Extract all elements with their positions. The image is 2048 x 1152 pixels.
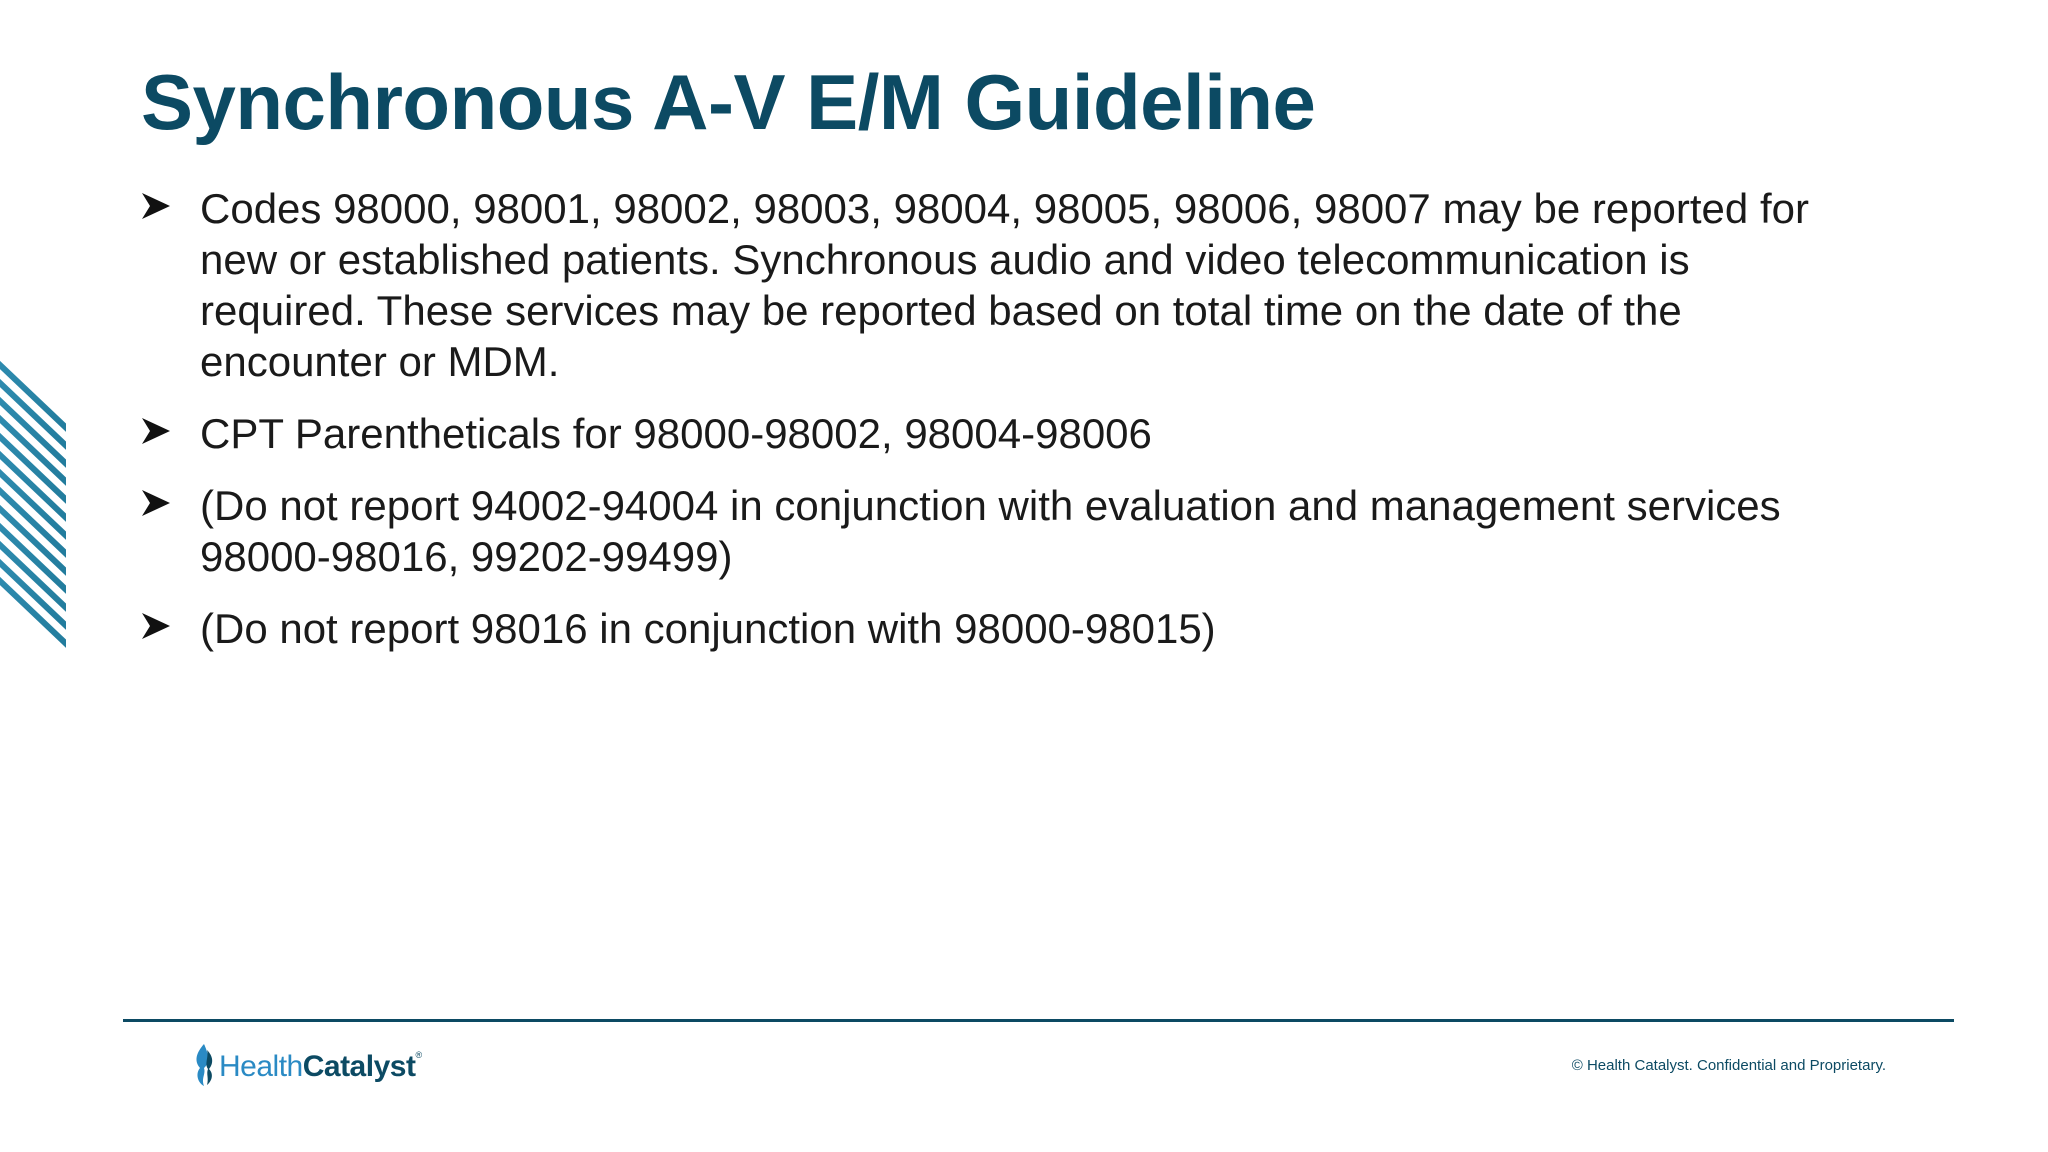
bullet-text: (Do not report 98016 in conjunction with 98000-98015)	[200, 605, 1216, 652]
slide-title: Synchronous A-V E/M Guideline	[141, 58, 1316, 146]
bullet-list	[141, 183, 1881, 675]
decorative-stripes	[0, 215, 70, 655]
arrowhead-icon	[141, 408, 200, 451]
bullet-text: (Do not report 94002-94004 in conjunction with evaluation and management services 98000-98016, 99202-99499)	[200, 482, 1781, 580]
logo-wordmark: HealthCatalyst®	[219, 1050, 422, 1083]
health-catalyst-logo	[192, 1045, 422, 1089]
arrowhead-icon	[141, 603, 200, 646]
bullet-item	[141, 603, 1881, 654]
arrowhead-icon	[141, 480, 200, 523]
footer-divider	[123, 1019, 1954, 1022]
bullet-text: CPT Parentheticals for 98000-98002, 98004-98006	[200, 410, 1152, 457]
arrowhead-icon	[141, 183, 200, 226]
bullet-item	[141, 183, 1881, 387]
bullet-item	[141, 480, 1881, 582]
bullet-item	[141, 408, 1881, 459]
copyright-notice: © Health Catalyst. Confidential and Proprietary.	[1571, 1057, 1886, 1074]
flame-icon	[192, 1043, 216, 1092]
bullet-text: Codes 98000, 98001, 98002, 98003, 98004, 98005, 98006, 98007 may be reported for new or established patients. Synchronous audio and video telecommunication is required. These services may be reported based on total time on the date of the encounter or MDM.	[200, 185, 1809, 385]
